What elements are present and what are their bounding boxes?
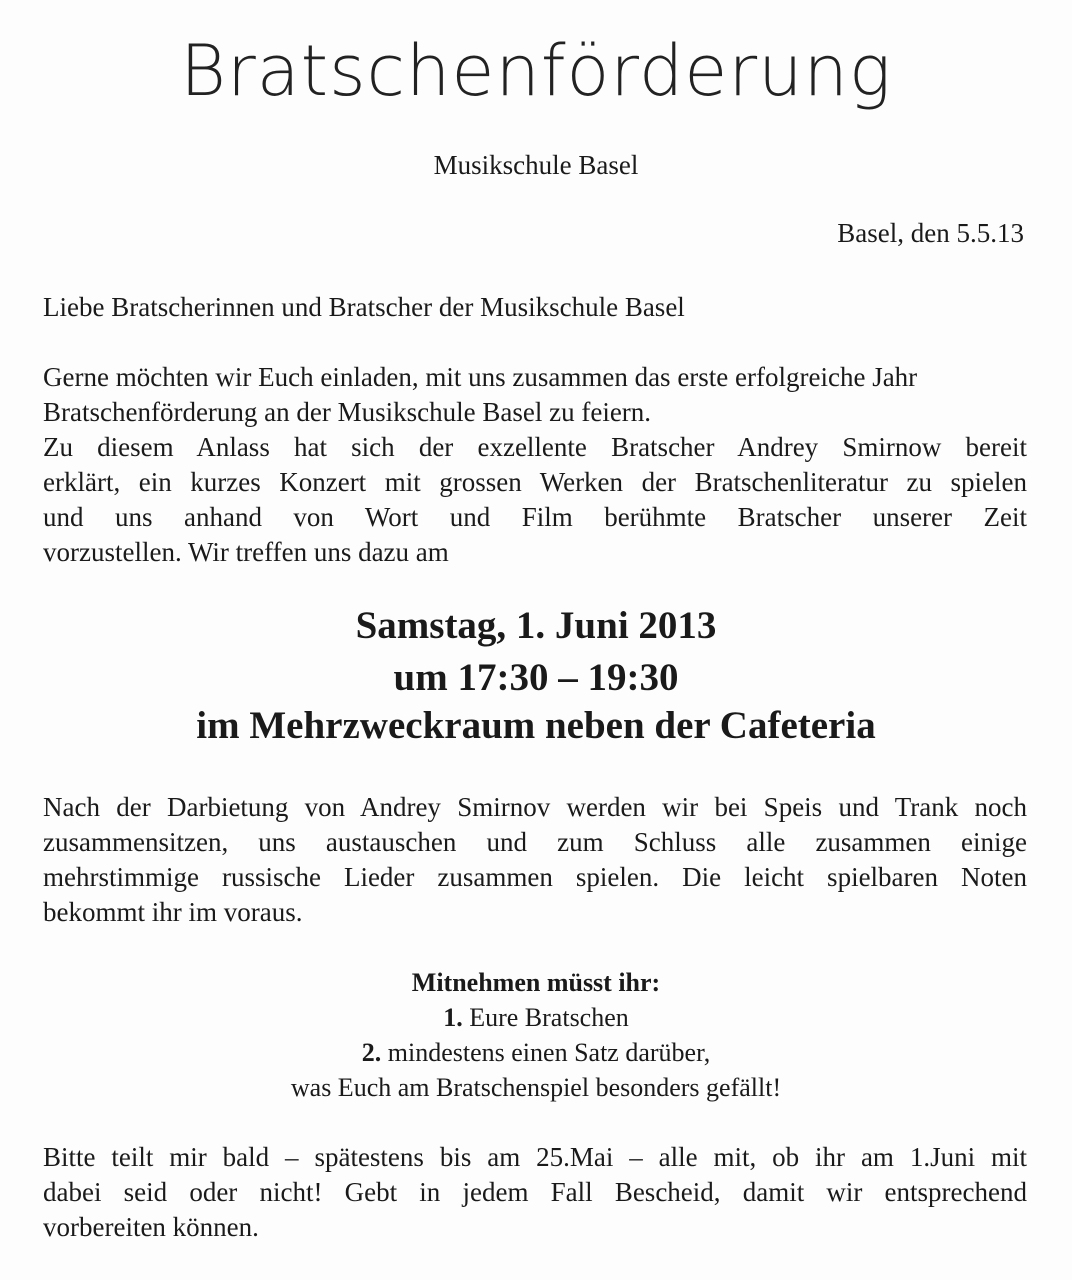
intro-paragraph	[43, 360, 1027, 570]
closing-line: dabei seid oder nicht! Gebt in jedem Fall Bescheid, damit wir entsprechend	[43, 1177, 1027, 1207]
letterhead-organization: Musikschule Basel	[433, 150, 639, 180]
bring-item-1	[0, 1000, 1072, 1035]
bring-item-text: Eure Bratschen	[469, 1003, 629, 1032]
intro-line: erklärt, ein kurzes Konzert mit grossen Werken der Bratschenliteratur zu spielen	[43, 467, 1027, 497]
after-line: mehrstimmige russische Lieder zusammen spielen. Die leicht spielbaren Noten	[43, 862, 1027, 892]
after-paragraph	[43, 790, 1027, 930]
bring-item-2-continued: was Euch am Bratschenspiel besonders gefällt!	[290, 1073, 782, 1102]
bring-item-number: 1.	[443, 1003, 463, 1032]
closing-line: Bitte teilt mir bald – spätestens bis am 25.Mai – alle mit, ob ihr am 1.Juni mit	[43, 1142, 1027, 1172]
intro-line: und uns anhand von Wort und Film berühmte Bratscher unserer Zeit	[43, 502, 1027, 532]
after-line: zusammensitzen, uns austauschen und zum Schluss alle zusammen einige	[43, 827, 1027, 857]
event-place: im Mehrzweckraum neben der Cafeteria	[196, 704, 876, 747]
closing-line: vorbereiten können.	[43, 1212, 259, 1242]
letterhead-title-text: Bratschenförderung	[180, 30, 892, 112]
greeting: Liebe Bratscherinnen und Bratscher der Musikschule Basel	[43, 292, 685, 322]
intro-line: Gerne möchten wir Euch einladen, mit uns zusammen das erste erfolgreiche Jahr	[43, 362, 918, 392]
bring-list-title: Mitnehmen müsst ihr:	[411, 968, 661, 997]
after-line: bekommt ihr im voraus.	[43, 897, 303, 927]
closing-paragraph	[43, 1140, 1027, 1245]
letterhead-title	[0, 30, 1072, 112]
bring-item-2	[0, 1035, 1072, 1070]
event-date: Samstag, 1. Juni 2013	[355, 604, 717, 647]
event-time: um 17:30 – 19:30	[393, 656, 679, 699]
intro-line: vorzustellen. Wir treffen uns dazu am	[43, 537, 449, 567]
intro-line: Bratschenförderung an der Musikschule Basel zu feiern.	[43, 397, 652, 427]
bring-item-text: mindestens einen Satz darüber,	[387, 1038, 711, 1067]
bring-item-number: 2.	[361, 1038, 382, 1067]
date-line: Basel, den 5.5.13	[837, 218, 1024, 248]
after-line: Nach der Darbietung von Andrey Smirnov werden wir bei Speis und Trank noch	[43, 792, 1027, 822]
intro-line: Zu diesem Anlass hat sich der exzellente Bratscher Andrey Smirnow bereit	[43, 432, 1027, 462]
